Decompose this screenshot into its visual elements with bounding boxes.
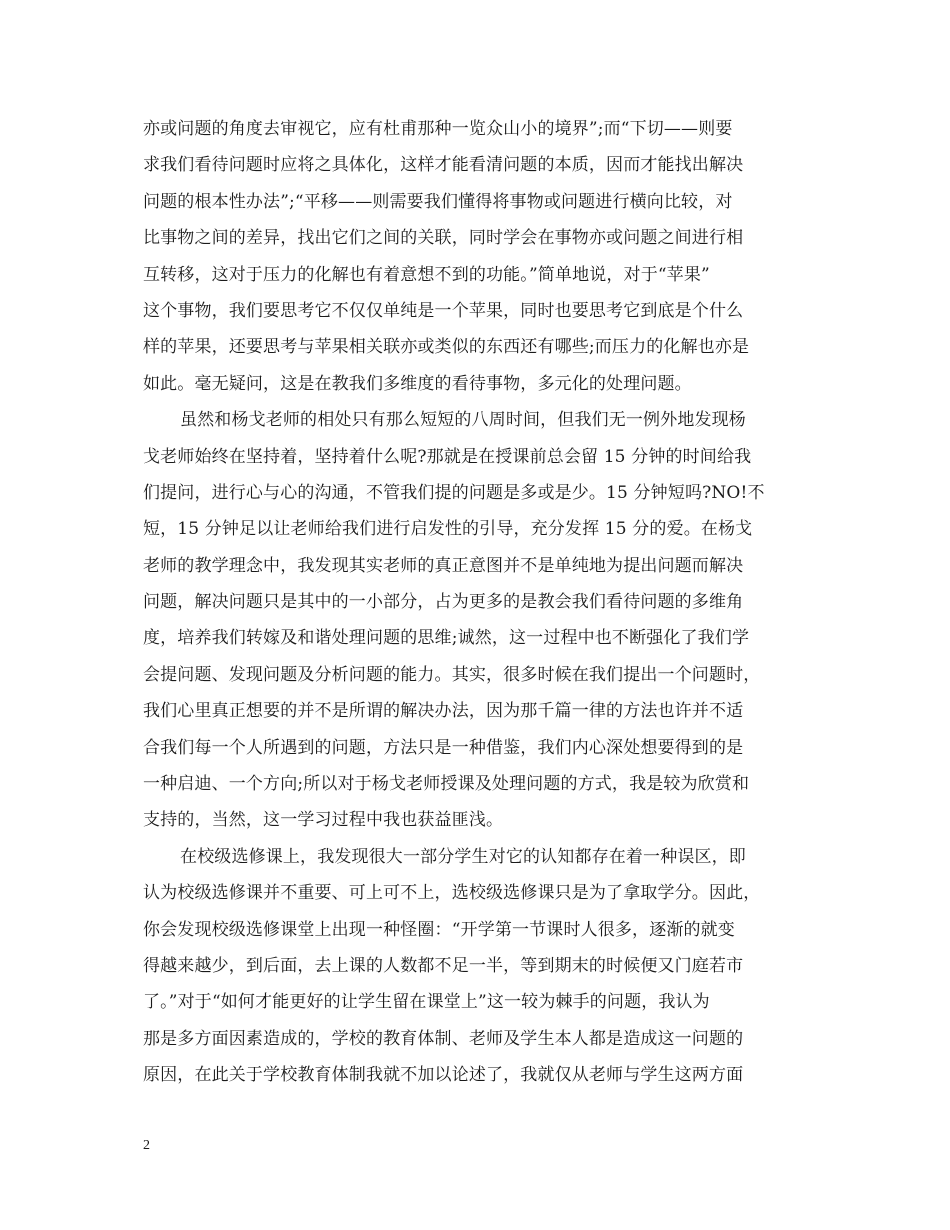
text-line: 亦或问题的角度去审视它，应有杜甫那种一览众山小的境界”;而“下切——则要: [143, 119, 733, 139]
text-line: 问题的根本性办法”;“平移——则需要我们懂得将事物或问题进行横向比较，对: [143, 191, 733, 212]
text-line: 会提问题、发现问题及分析问题的能力。其实，很多时候在我们提出一个问题时，: [143, 664, 761, 685]
page-number: 2: [143, 1138, 150, 1153]
paragraph: [143, 402, 813, 839]
text-line: 度，培养我们转嫁及和谐处理问题的思维;诚然，这一过程中也不断强化了我们学: [143, 628, 750, 649]
text-line: 合我们每一个人所遇到的问题，方法只是一种借鉴，我们内心深处想要得到的是: [143, 737, 744, 758]
text-line: 比事物之间的差异，找出它们之间的关联，同时学会在事物亦或问题之间进行相: [143, 228, 744, 249]
text-line: 了。”对于“如何才能更好的让学生留在课堂上”这一较为棘手的问题，我认为: [143, 992, 710, 1013]
text-line: 一种启迪、一个方向;所以对于杨戈老师授课及处理问题的方式，我是较为欣赏和: [143, 774, 750, 795]
document-body: [143, 111, 813, 1094]
text-line: 支持的，当然，这一学习过程中我也获益匪浅。: [143, 810, 504, 831]
text-line: 如此。毫无疑问，这是在教我们多维度的看待事物，多元化的处理问题。: [143, 373, 692, 394]
text-line: 互转移，这对于压力的化解也有着意想不到的功能。”简单地说，对于“苹果”: [143, 264, 710, 285]
text-line: 短，15 分钟足以让老师给我们进行启发性的引导，充分发挥 15 分的爱。在杨戈: [143, 519, 753, 540]
text-line: 老师的教学理念中，我发现其实老师的真正意图并不是单纯地为提出问题而解决: [143, 555, 744, 576]
text-line: 们提问，进行心与心的沟通，不管我们提的问题是多或是少。15 分钟短吗?NO!不: [143, 482, 765, 503]
text-line: 戈老师始终在坚持着，坚持着什么呢?那就是在授课前总会留 15 分钟的时间给我: [143, 446, 752, 467]
text-line: 那是多方面因素造成的，学校的教育体制、老师及学生本人都是造成这一问题的: [143, 1028, 744, 1049]
text-line: 认为校级选修课并不重要、可上可不上，选校级选修课只是为了拿取学分。因此，: [143, 883, 761, 904]
text-line: 得越来越少，到后面，去上课的人数都不足一半，等到期末的时候便又门庭若市: [143, 955, 744, 976]
text-line: 这个事物，我们要思考它不仅仅单纯是一个苹果，同时也要思考它到底是个什么: [143, 300, 744, 321]
text-line: 求我们看待问题时应将之具体化，这样才能看清问题的本质，因而才能找出解决: [143, 155, 744, 176]
text-line: 样的苹果，还要思考与苹果相关联亦或类似的东西还有哪些;而压力的化解也亦是: [143, 337, 750, 358]
text-line: 在校级选修课上，我发现很大一部分学生对它的认知都存在着一种误区，即: [180, 846, 746, 867]
text-line: 问题，解决问题只是其中的一小部分，占为更多的是教会我们看待问题的多维角: [143, 592, 744, 613]
text-line: 虽然和杨戈老师的相处只有那么短短的八周时间，但我们无一例外地发现杨: [180, 410, 746, 431]
text-line: 原因，在此关于学校教育体制我就不加以论述了，我就仅从老师与学生这两方面: [143, 1065, 744, 1086]
text-line: 我们心里真正想要的并不是所谓的解决办法，因为那千篇一律的方法也许并不适: [143, 701, 744, 722]
text-line: 你会发现校级选修课堂上出现一种怪圈：“开学第一节课时人很多，逐渐的就变: [143, 919, 735, 940]
paragraph: [143, 839, 813, 1094]
paragraph: [143, 111, 813, 402]
